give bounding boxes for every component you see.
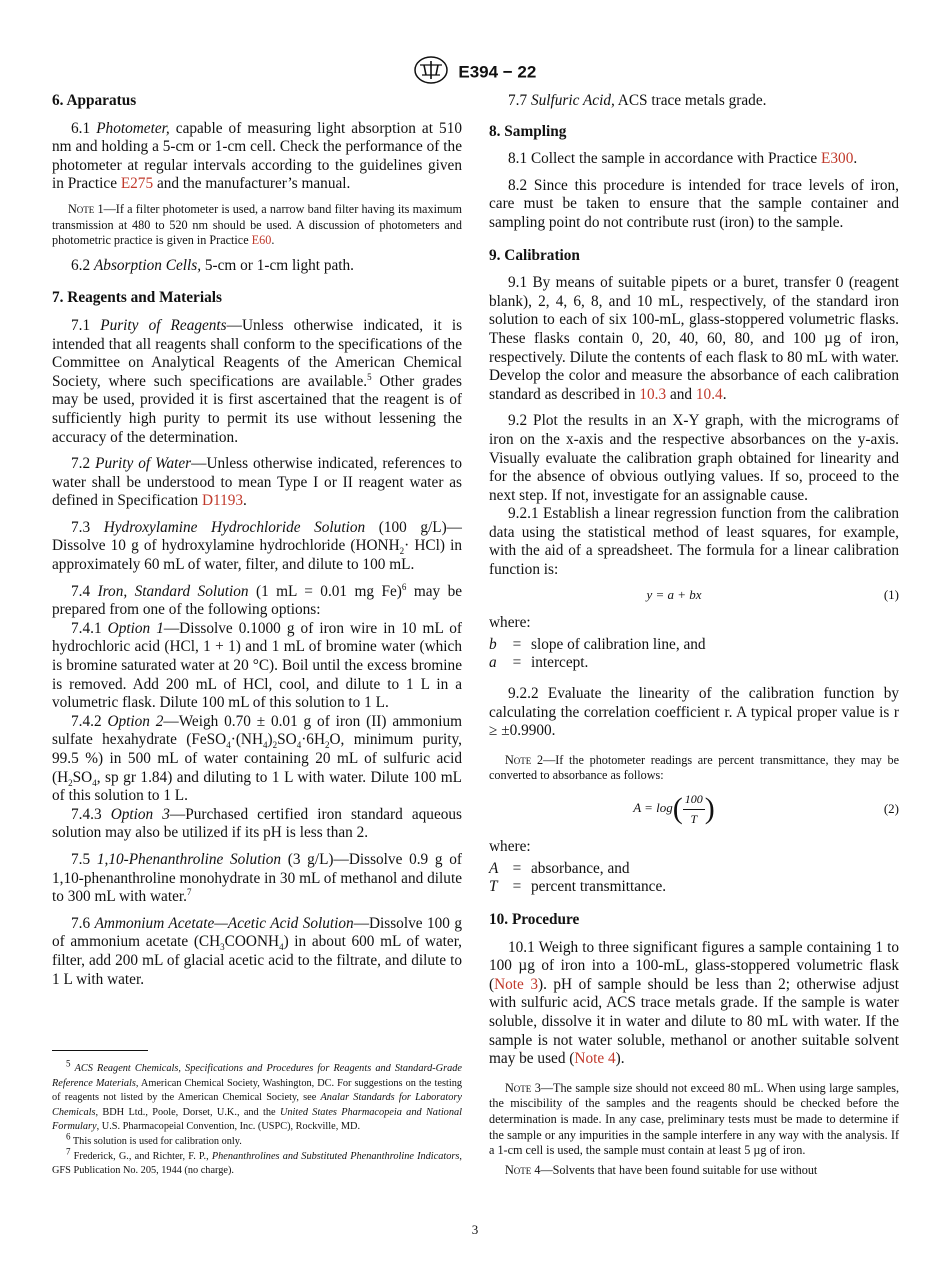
ref-10-3-link[interactable]: 10.3 xyxy=(639,385,667,403)
footnote-6: $^6$ This solution is used for calibration only. xyxy=(66,1131,242,1147)
footnote-7: $^7$ Frederick, G., and Richter, F. P., Phenanthrolines and Substituted Phenanthroline Indicators, GFS Publication No. 205, 1944 (no charge). xyxy=(52,1146,462,1177)
def-T: T = percent transmittance. xyxy=(489,878,667,896)
para-9-2: 9.2 Plot the results in an X-Y graph, with the micrograms of iron on the x-axis and the respective absorbances on the y-axis. Visually evaluate the calibration graph obtained for linearity and for the absence of obvious outlying values. If so, proceed to the next step. If not, investigate for an assignable cause. xyxy=(489,412,899,504)
equation-2-formula: A = log( $\frac{100}{T}$ ) xyxy=(633,791,715,826)
para-8-1: 8.1 Collect the sample in accordance with Practice E300. xyxy=(508,150,858,168)
para-9-2-1: 9.2.1 Establish a linear regression function from the calibration data using the statistical method of least squares, for example, with the aid of a spreadsheet. The formula for a linear calibration function is: xyxy=(489,505,899,579)
section-8-heading: 8. Sampling xyxy=(489,122,567,140)
note-2: Note 2—If the photometer readings are percent transmittance, they may be converted to absorbance as follows: xyxy=(489,752,899,783)
para-9-2-2: 9.2.2 Evaluate the linearity of the calibration function by calculating the correlation coefficient r. A typical proper value is r ≥ ±0.9900. xyxy=(489,685,899,740)
para-7-4: 7.4 Iron, Standard Solution (1 mL = 0.01 mg Fe)$^6$ may be prepared from one of the following options: xyxy=(52,581,463,619)
equation-2-number: (2) xyxy=(883,800,899,816)
astm-logo-icon xyxy=(414,56,448,89)
para-10-1: 10.1 Weigh to three significant figures a sample containing 1 to 100 µg of iron into a 100-mL, glass-stoppered volumetric flask (Note 3). pH of sample should be less than 2; otherwise adjust with sulfuric acid, ACS trace metals grade. If the sample is water soluble, dissolve it in water and dilute to 80 mL with water. If the sample is not water soluble, methanol or another suitable solvent may be used (Note 4). xyxy=(489,938,899,1068)
note-1: Note 1—If a filter photometer is used, a narrow band filter having its maximum transmission at 480 to 520 nm should be used. A discussion of photometers and photometric practice is given in Practice E60. xyxy=(52,201,463,248)
para-7-7: 7.7 Sulfuric Acid, ACS trace metals grade. xyxy=(508,92,767,109)
para-7-1: 7.1 Purity of Reagents—Unless otherwise indicated, it is intended that all reagents shall conform to the specifications of the Committee on Analytical Reagents of the American Chemical Society, where such specifications are available.$^5$ Other grades may be used, provided it is first ascertained that the reagent is of sufficiently high purity to permit its use without lessening the accuracy of the determination. xyxy=(52,316,463,446)
right-column xyxy=(489,92,899,1186)
ref-note-3-link[interactable]: Note 3 xyxy=(494,975,538,993)
ref-d1193-link[interactable]: D1193 xyxy=(201,492,244,510)
standard-designation: E394 − 22 xyxy=(458,62,537,82)
ref-e275-link[interactable]: E275 xyxy=(120,175,154,193)
para-7-4-1: 7.4.1 Option 1—Dissolve 0.1000 g of iron wire in 10 mL of hydrochloric acid (HCl, 1 + 1) and 1 mL of bromine water (which is bromine saturated water at 20 °C). Boil until the excess bromine is removed. Add 200 mL of HCl, cool, and dilute to 1 L in a volumetric flask. Dilute 100 mL of this solution to 1 L. xyxy=(52,619,463,712)
para-7-4-3: 7.4.3 Option 3—Purchased certified iron standard aqueous solution may also be utilized if its pH is less than 2. xyxy=(52,805,462,842)
section-9-heading: 9. Calibration xyxy=(489,246,580,264)
section-6-heading: 6. Apparatus xyxy=(52,92,137,109)
equation-1 xyxy=(489,586,899,605)
para-8-2: 8.2 Since this procedure is intended for trace levels of iron, care must be taken to ensure that the sample container and sampling point do not contribute rust (iron) to the sample. xyxy=(489,176,899,231)
where-label-1: where: xyxy=(489,614,531,632)
para-7-3: 7.3 Hydroxylamine Hydrochloride Solution (100 g/L)—Dissolve 10 g of hydroxylamine hydrochloride $(HONH_2\cdot HCl)$ in approximately 60 mL of water, filter, and dilute to 100 mL. xyxy=(52,518,462,574)
equation-1-formula: y = a + bx xyxy=(646,586,702,602)
def-A: A = absorbance, and xyxy=(489,859,630,877)
where-label-2: where: xyxy=(489,838,531,856)
def-b: b = slope of calibration line, and xyxy=(489,635,706,653)
footnote-divider xyxy=(52,1050,148,1051)
para-7-5: 7.5 1,10-Phenanthroline Solution (3 g/L)—Dissolve 0.9 g of 1,10-phenanthroline monohydrate in 30 mL of methanol and dilute to 300 mL with water.$^7$ xyxy=(52,850,463,906)
para-6-1: 6.1 Photometer, capable of measuring light absorption at 510 nm and holding a 5-cm or 1-cm cell. Check the performance of the photometer at regular intervals according to the guidelines given in Practice E275 and the manufacturer’s manual. xyxy=(52,119,462,193)
page-number: 3 xyxy=(471,1222,479,1237)
footnote-5: $^5$ ACS Reagent Chemicals, Specifications and Procedures for Reagents and Standard-Grade Reference Materials, American Chemical Society, Washington, DC. For suggestions on the testing of reagents not listed by the American Chemical Society, see Analar Standards for Laboratory Chemicals, BDH Ltd., Poole, Dorset, U.K., and the United States Pharmacopeia and National Formulary, U.S. Pharmacopeial Convention, Inc. (USPC), Rockville, MD. xyxy=(52,1058,462,1133)
def-a: a = intercept. xyxy=(489,654,589,672)
page-header xyxy=(0,56,950,89)
ref-e60-link[interactable]: E60 xyxy=(251,233,272,248)
para-7-4-2: 7.4.2 Option 2—Weigh 0.70 ± 0.01 g of iron (II) ammonium sulfate hexahydrate ($FeSO_4\cdot(NH_4)_2SO_4\cdot 6H_2O$, minimum purity, 99.5 %) in 500 mL of water containing 20 mL of sulfuric acid ($H_2SO_4$, sp gr 1.84) and diluting to 1 L with water. Dilute 100 mL of this solution to 1 L. xyxy=(52,712,462,805)
para-6-2: 6.2 Absorption Cells, 5-cm or 1-cm light path. xyxy=(71,256,354,274)
para-9-1: 9.1 By means of suitable pipets or a buret, transfer 0 (reagent blank), 2, 4, 6, 8, and 10 mL, respectively, of the standard iron solution to each of six 100-mL, glass-stoppered volumetric flasks. These flasks contain 0, 20, 40, 60, 80, and 100 µg of iron, respectively. Dilute the contents of each flask to 80 mL with water. Develop the color and measure the absorbance of each calibration standard as described in 10.3 and 10.4. xyxy=(489,274,899,403)
equation-2 xyxy=(489,790,899,828)
section-10-heading: 10. Procedure xyxy=(489,910,580,928)
note-3: Note 3—The sample size should not exceed 80 mL. When using large samples, the miscibility of the samples and the reagents should be checked before the determination is made. In any case, preliminary tests must be made to determine if the sample or any impurities in the sample interfere in any way with the analysis. If a 1-cm cell is used, the sample must contain at least 5 µg of iron. xyxy=(489,1080,900,1158)
footnotes xyxy=(52,1058,462,1179)
ref-e300-link[interactable]: E300 xyxy=(821,150,854,168)
ref-note-4-link[interactable]: Note 4 xyxy=(574,1050,616,1068)
equation-1-number: (1) xyxy=(883,586,899,602)
para-7-2: 7.2 Purity of Water—Unless otherwise indicated, references to water shall be understood to mean Type I or II reagent water as defined in Specification D1193. xyxy=(52,455,463,510)
left-column xyxy=(52,92,462,997)
note-4: Note 4—Solvents that have been found suitable for use without xyxy=(505,1162,818,1177)
section-7-heading: 7. Reagents and Materials xyxy=(52,289,222,307)
para-7-6: 7.6 Ammonium Acetate—Acetic Acid Solution—Dissolve 100 g of ammonium acetate $(CH_3COONH_4)$ in about 600 mL of water, filter, add 200 mL of glacial acetic acid to the filtrate, and dilute to 1 L with water. xyxy=(52,914,462,988)
ref-10-4-link[interactable]: 10.4 xyxy=(695,385,723,403)
